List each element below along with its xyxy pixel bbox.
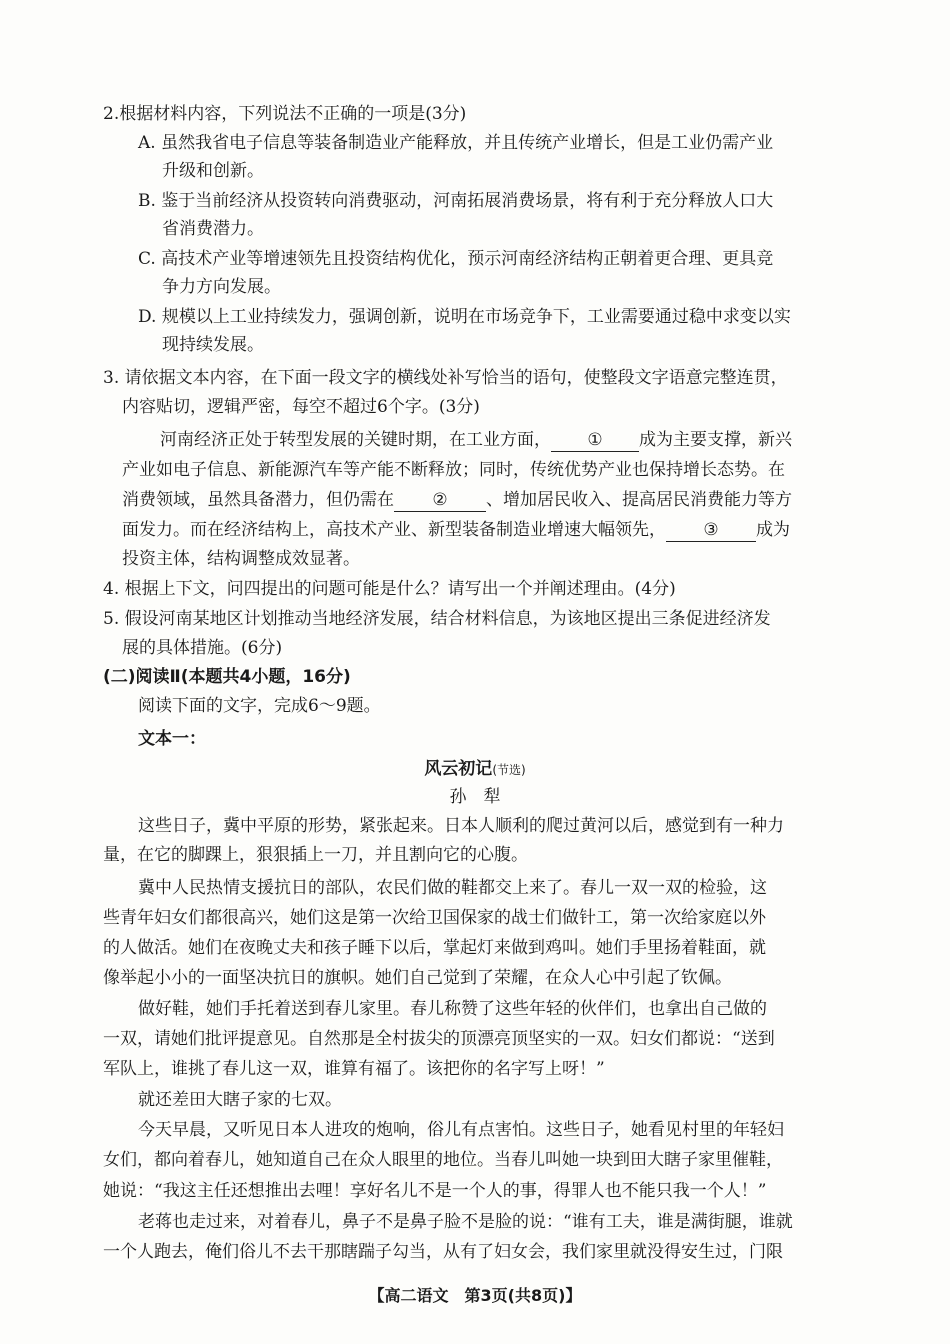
- story-title: 风云初记(节选): [424, 759, 526, 779]
- q2-option-d: D. 规模以上工业持续发力，强调创新，说明在市场竞争下，工业需要通过稳中求变以实: [138, 307, 791, 327]
- story-line: 些青年妇女们都很高兴，她们这是第一次给卫国保家的战士们做针工，第一次给家庭以外: [103, 908, 766, 928]
- story-line: 冀中人民热情支援抗日的部队，农民们做的鞋都交上来了。春儿一双一双的检验，这: [138, 878, 767, 898]
- story-line: 今天早晨，又听见日本人进攻的炮响，俗儿有点害怕。这些日子，她看见村里的年轻妇: [138, 1120, 784, 1140]
- q3-passage-line-5: 投资主体，结构调整成效显著。: [122, 549, 360, 569]
- q2-option-a: A. 虽然我省电子信息等装备制造业产能释放，并且传统产业增长，但是工业仍需产业: [138, 133, 774, 153]
- q3-passage-line-2: 产业如电子信息、新能源汽车等产能不断释放；同时，传统优势产业也保持增长态势。在: [122, 460, 785, 480]
- section-instruction: 阅读下面的文字，完成6～9题。: [138, 696, 381, 716]
- section-heading: (二)阅读Ⅱ(本题共4小题，16分): [103, 667, 351, 687]
- q2-option-a-cont: 升级和创新。: [162, 161, 264, 181]
- q3-stem: 3. 请依据文本内容，在下面一段文字的横线处补写恰当的语句，使整段文字语意完整连贯，: [103, 368, 788, 388]
- story-line: 像举起小小的一面坚决抗日的旗帜。她们自己觉到了荣耀，在众人心中引起了钦佩。: [103, 968, 732, 988]
- story-line: 一双，请她们批评提意见。自然那是全村拔尖的顶漂亮顶坚实的一双。妇女们都说：“送到: [103, 1029, 775, 1049]
- q5-stem-cont: 展的具体措施。(6分): [122, 638, 283, 658]
- story-line: 她说：“我这主任还想推出去哩！享好名儿不是一个人的事，得罪人也不能只我一个人！”: [103, 1181, 767, 1201]
- story-author: 孙 犁: [449, 787, 501, 807]
- q2-stem: 2.根据材料内容，下列说法不正确的一项是(3分): [103, 104, 467, 124]
- fill-blank-2[interactable]: ②: [394, 489, 486, 512]
- q3-stem-cont: 内容贴切，逻辑严密，每空不超过6个字。(3分): [122, 397, 480, 417]
- q2-option-b: B. 鉴于当前经济从投资转向消费驱动，河南拓展消费场景，将有利于充分释放人口大: [138, 191, 774, 211]
- q3-passage-line-4: 面发力。而在经济结构上，高技术产业、新型装备制造业增速大幅领先， ③ 成为: [122, 520, 790, 540]
- fill-blank-3[interactable]: ③: [666, 519, 756, 542]
- story-line: 做好鞋，她们手托着送到春儿家里。春儿称赞了这些年轻的伙伴们，也拿出自己做的: [138, 999, 767, 1019]
- text-one-label: 文本一：: [138, 729, 206, 749]
- page-footer: 【高二语文 第3页(共8页)】: [368, 1286, 582, 1305]
- q3-passage-line-1: 河南经济正处于转型发展的关键时期，在工业方面， ① 成为主要支撑，新兴: [160, 430, 792, 450]
- story-line: 这些日子，冀中平原的形势，紧张起来。日本人顺利的爬过黄河以后，感觉到有一种力: [138, 816, 784, 836]
- story-line: 量，在它的脚踝上，狠狠插上一刀，并且割向它的心腹。: [103, 845, 528, 865]
- fill-blank-1[interactable]: ①: [551, 429, 639, 452]
- story-line: 老蒋也走过来，对着春儿，鼻子不是鼻子脸不是脸的说：“谁有工夫，谁是满街腿，谁就: [138, 1212, 793, 1232]
- q4-stem: 4. 根据上下文，问四提出的问题可能是什么？请写出一个并阐述理由。(4分): [103, 579, 676, 599]
- q2-option-b-cont: 省消费潜力。: [162, 219, 264, 239]
- q5-stem: 5. 假设河南某地区计划推动当地经济发展，结合材料信息，为该地区提出三条促进经济发: [103, 609, 771, 629]
- q3-passage-line-3: 消费领域，虽然具备潜力，但仍需在 ② 、增加居民收入、提高居民消费能力等方: [122, 490, 792, 510]
- story-line: 的人做活。她们在夜晚丈夫和孩子睡下以后，掌起灯来做到鸡叫。她们手里扬着鞋面，就: [103, 938, 766, 958]
- q2-option-c: C. 高技术产业等增速领先且投资结构优化，预示河南经济结构正朝着更合理、更具竞: [138, 249, 774, 269]
- story-line: 就还差田大瞎子家的七双。: [138, 1090, 342, 1110]
- q2-option-d-cont: 现持续发展。: [162, 335, 264, 355]
- q2-option-c-cont: 争力方向发展。: [162, 277, 281, 297]
- story-line: 军队上，谁挑了春儿这一双，谁算有福了。该把你的名字写上呀！”: [103, 1059, 605, 1079]
- story-line: 女们，都向着春儿，她知道自己在众人眼里的地位。当春儿叫她一块到田大瞎子家里催鞋，: [103, 1150, 783, 1170]
- story-line: 一个人跑去，俺们俗儿不去干那瞎踹子勾当，从有了妇女会，我们家里就没得安生过，门限: [103, 1242, 783, 1262]
